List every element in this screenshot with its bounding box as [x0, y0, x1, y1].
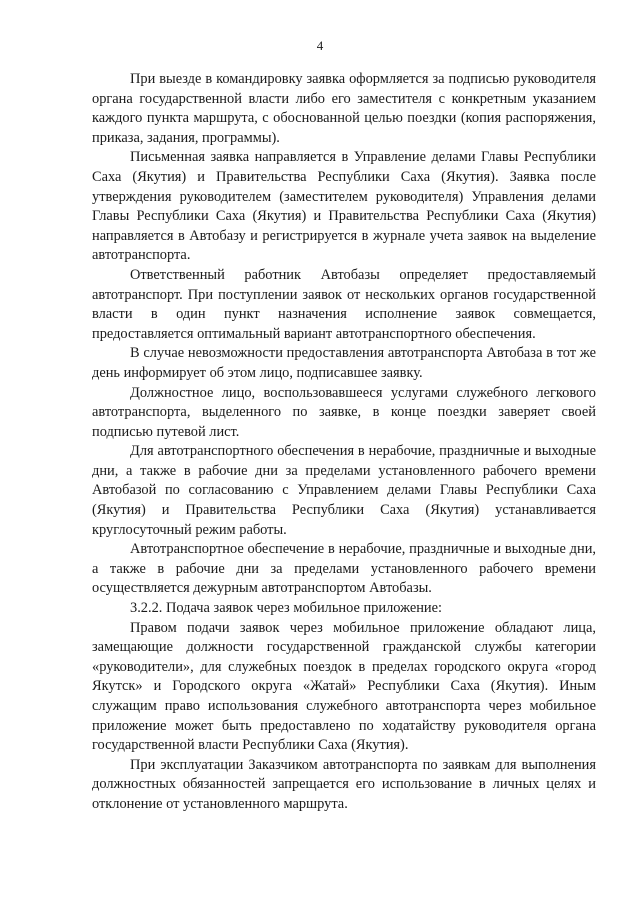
paragraph-prohibition: При эксплуатации Заказчиком автотранспорта по заявкам для выполнения должностных обязанностей запрещается его использование в личных целях и отклонение от установленного маршрута.: [92, 756, 596, 812]
paragraph-mobile-app-rights: Правом подачи заявок через мобильное приложение обладают лица, замещающие должности государственной гражданской службы категории «руководители», для служебных поездок в пределах городского округа «город Якутск» и Городского округа «Жатай» Республики Саха (Якутия). Иным служащим право использования служебного автотранспорта через мобильное приложение может быть предоставлено по ходатайству руководителя органа государственной власти Республики Саха (Якутия).: [92, 619, 596, 754]
paragraph-written-request: Письменная заявка направляется в Управление делами Главы Республики Саха (Якутия) и Правительства Республики Саха (Якутия). Заявка после утверждения руководителем (заместителем руководителя) Управления делами Главы Республики Саха (Якутия) и Правительства Республики Саха (Якутия) направляется в Автобазу и регистрируется в журнале учета заявок на выделение автотранспорта.: [92, 149, 596, 264]
page-number: 4: [316, 38, 324, 53]
paragraph-waybill: Должностное лицо, воспользовавшееся услугами служебного легкового автотранспорта, выделенного по заявке, в конце поездки заверяет своей подписью путевой лист.: [92, 384, 596, 440]
paragraph-business-trip-request: При выезде в командировку заявка оформляется за подписью руководителя органа государственной власти либо его заместителя с конкретным указанием каждого пункта маршрута, с обоснованной целью поездки (копия распоряжения, приказа, задания, программы).: [92, 71, 596, 146]
document-body: [92, 70, 596, 815]
paragraph-round-the-clock: Для автотранспортного обеспечения в нерабочие, праздничные и выходные дни, а также в рабочие дни за пределами установленного рабочего времени Автобазой по согласованию с Управлением делами Главы Республики Саха (Якутия) и Правительства Республики Саха (Якутия) устанавливается круглосуточный режим работы.: [92, 443, 596, 538]
paragraph-responsible-worker: Ответственный работник Автобазы определяет предоставляемый автотранспорт. При поступлении заявок от нескольких органов государственной власти в один пункт назначения исполнение заявок совмещается, предоставляется оптимальный вариант автотранспортного обеспечения.: [92, 266, 596, 342]
paragraph-impossibility: В случае невозможности предоставления автотранспорта Автобаза в тот же день информирует об этом лицо, подписавшее заявку.: [92, 345, 596, 381]
paragraph-duty-transport: Автотранспортное обеспечение в нерабочие, праздничные и выходные дни, а также в рабочие дни за пределами установленного рабочего времени осуществляется дежурным автотранспортом Автобазы.: [92, 541, 596, 597]
section-heading-mobile-app: 3.2.2. Подача заявок через мобильное приложение:: [130, 600, 443, 617]
